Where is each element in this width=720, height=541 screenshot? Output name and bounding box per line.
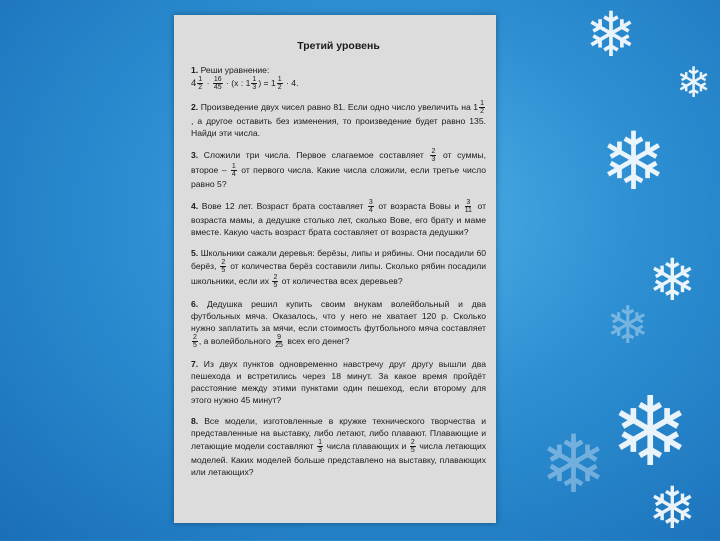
task-text: Все модели, изготовленные в кружке технического творчества и представленные на выставку, либо летают, либо плавают. Плавающие и летающие модели составляют — [191, 416, 487, 451]
task-text: числа летающих моделей. Каких моделей больше представлено на выставку, плавающих или летающих? — [191, 440, 487, 477]
task-number: 2. — [191, 101, 199, 112]
fraction: $\frac{2}{5}$ — [410, 439, 415, 454]
task-text: от количества берёз составили липы. Сколько рябин посадили школьники, если их — [191, 260, 487, 286]
task-text: Из двух пунктов одновременно навстречу друг другу вышли два пешехода и встретились через 18 минут. За какое время пройдёт расстояние между этими пунктами один пешеход, если второму для этого нужно 45 минут? — [191, 359, 487, 405]
task-text: , а другое оставить без изменения, то произведение будет равно 135. Найди эти числа. — [191, 116, 486, 138]
task-text: Реши уравнение: — [200, 65, 270, 75]
snowflake-icon: ❄ — [600, 117, 668, 206]
fraction: $\frac{3}{11}$ — [464, 199, 472, 214]
snowflake-icon: ❄ — [540, 420, 608, 509]
snowflake-icon: ❄ — [606, 297, 650, 355]
task-number: 5. — [191, 248, 199, 258]
fraction: $\frac{2}{5}$ — [193, 334, 197, 349]
task-text: от суммы, второе – — [191, 149, 486, 175]
snowflake-icon: ❄ — [585, 1, 637, 70]
task-number: 4. — [191, 200, 199, 211]
task-2 — [191, 100, 486, 139]
task-text: Дедушка решил купить своим внукам волейбольный и два футбольных мяча. Оказалось, что у него не хватает 120 р. Сколько нужно заплатить за мячи, если стоимость футбольного мяча составляет — [191, 299, 486, 333]
task-6 — [191, 298, 486, 349]
fraction: $\frac{1}{4}$ — [231, 163, 236, 178]
equation-part: 4 — [191, 77, 197, 89]
task-3 — [191, 148, 486, 190]
fraction: $\frac{16}{45}$ — [213, 76, 222, 91]
task-text: от возраста Вовы и — [378, 200, 460, 211]
fraction: $\frac{1}{2}$ — [480, 100, 484, 115]
task-text: Произведение двух чисел равно 81. Если одно число увеличить на 1 — [200, 101, 479, 112]
fraction: $\frac{3}{4}$ — [368, 199, 373, 214]
equation-part: · — [206, 77, 210, 88]
fraction: $\frac{2}{3}$ — [431, 148, 436, 163]
task-number: 1. — [191, 65, 199, 75]
equation-part: · (x : 1 — [226, 77, 251, 88]
task-7 — [191, 358, 486, 406]
task-text: числа плавающих и — [326, 440, 407, 451]
task-number: 6. — [191, 299, 199, 309]
snowflake-icon: ❄ — [648, 476, 697, 541]
fraction: $\frac{9}{25}$ — [275, 334, 283, 349]
textbook-page — [174, 15, 496, 523]
task-text: от количества всех деревьев? — [281, 275, 403, 286]
task-text: всех его денег? — [287, 335, 350, 346]
equation-part: ) = 1 — [258, 77, 276, 88]
snowflake-icon: ❄ — [648, 248, 697, 313]
fraction: $\frac{2}{5}$ — [221, 259, 226, 274]
task-number: 8. — [191, 416, 199, 426]
task-text: от первого числа. Какие числа сложили, если третье число равно 5? — [191, 164, 486, 189]
task-4 — [191, 199, 486, 238]
task-text: Школьники сажали деревья: берёзы, липы и рябины. Они посадили 60 берёз, — [191, 248, 487, 271]
fraction: $\frac{1}{3}$ — [252, 76, 257, 91]
task-text: Сложили три числа. Первое слагаемое составляет — [203, 149, 424, 160]
task-5 — [191, 247, 486, 289]
equation-part: · 4. — [286, 77, 299, 88]
task-number: 7. — [191, 359, 199, 369]
fraction: $\frac{1}{3}$ — [318, 439, 323, 454]
task-number: 3. — [191, 149, 199, 160]
page-title: Третий уровень — [297, 40, 380, 52]
task-text: Вове 12 лет. Возраст брата составляет — [201, 200, 364, 211]
fraction: $\frac{2}{5}$ — [273, 274, 278, 289]
snowflake-icon: ❄ — [610, 379, 691, 486]
fraction: $\frac{1}{2}$ — [277, 76, 282, 91]
task-text: , а волейбольного — [198, 335, 271, 346]
fraction: $\frac{1}{2}$ — [198, 76, 203, 91]
snowflake-icon: ❄ — [676, 59, 712, 106]
task-text: от возраста мамы, а дедушке столько лет, сколько Вове, его брату и маме вместе. Какую часть возраст брата составляет от возраста дедушки? — [191, 200, 487, 237]
task-8 — [191, 415, 486, 478]
task-1 — [191, 64, 486, 91]
